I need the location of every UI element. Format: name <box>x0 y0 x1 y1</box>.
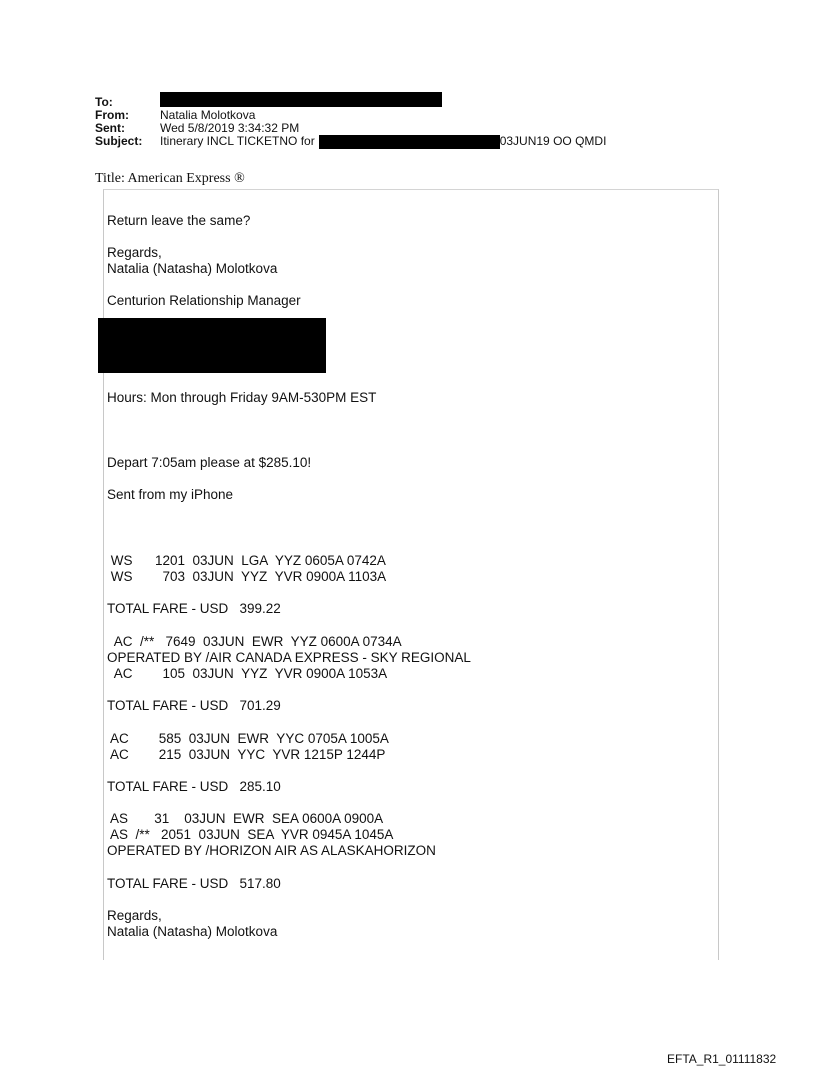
from-label: From: <box>95 108 129 122</box>
redaction-block <box>98 318 326 373</box>
subject-label: Subject: <box>95 134 143 148</box>
message-title: Title: American Express ® <box>95 171 245 186</box>
body-line: Natalia (Natasha) Molotkova <box>107 261 278 276</box>
body-line: Regards, <box>107 908 162 923</box>
document-id: EFTA_R1_01111832 <box>667 1052 777 1066</box>
itinerary-line: OPERATED BY /AIR CANADA EXPRESS - SKY REGIONAL <box>107 650 471 665</box>
body-line: Depart 7:05am please at $285.10! <box>107 455 312 470</box>
fare-total: TOTAL FARE - USD 701.29 <box>107 698 281 713</box>
subject-prefix: Itinerary INCL TICKETNO for <box>160 134 315 148</box>
itinerary-line: WS 703 03JUN YYZ YVR 0900A 1103A <box>107 569 387 584</box>
itinerary-line: AC /** 7649 03JUN EWR YYZ 0600A 0734A <box>107 634 402 649</box>
from-value: Natalia Molotkova <box>160 108 256 122</box>
redaction-block <box>160 92 442 107</box>
body-line: Return leave the same? <box>107 213 251 228</box>
redaction-block <box>319 135 500 149</box>
itinerary-line: AS 31 03JUN EWR SEA 0600A 0900A <box>107 811 384 826</box>
body-line: Regards, <box>107 245 162 260</box>
body-line: Hours: Mon through Friday 9AM-530PM EST <box>107 390 377 405</box>
fare-total: TOTAL FARE - USD 285.10 <box>107 779 281 794</box>
body-line: Centurion Relationship Manager <box>107 293 301 308</box>
itinerary-line: AC 105 03JUN YYZ YVR 0900A 1053A <box>107 666 388 681</box>
itinerary-line: AC 585 03JUN EWR YYC 0705A 1005A <box>107 731 389 746</box>
itinerary-line: WS 1201 03JUN LGA YYZ 0605A 0742A <box>107 553 386 568</box>
itinerary-line: AC 215 03JUN YYC YVR 1215P 1244P <box>107 747 386 762</box>
body-line: Sent from my iPhone <box>107 487 234 502</box>
itinerary-line: AS /** 2051 03JUN SEA YVR 0945A 1045A <box>107 827 394 842</box>
body-line: Natalia (Natasha) Molotkova <box>107 924 278 939</box>
sent-label: Sent: <box>95 121 125 135</box>
subject-suffix: 03JUN19 OO QMDI <box>499 134 607 148</box>
fare-total: TOTAL FARE - USD 517.80 <box>107 876 281 891</box>
sent-value: Wed 5/8/2019 3:34:32 PM <box>160 121 300 135</box>
email-header <box>95 96 606 148</box>
fare-total: TOTAL FARE - USD 399.22 <box>107 601 281 616</box>
itinerary-line: OPERATED BY /HORIZON AIR AS ALASKAHORIZON <box>107 843 436 858</box>
subject-row <box>95 135 606 148</box>
to-label: To: <box>95 95 113 109</box>
